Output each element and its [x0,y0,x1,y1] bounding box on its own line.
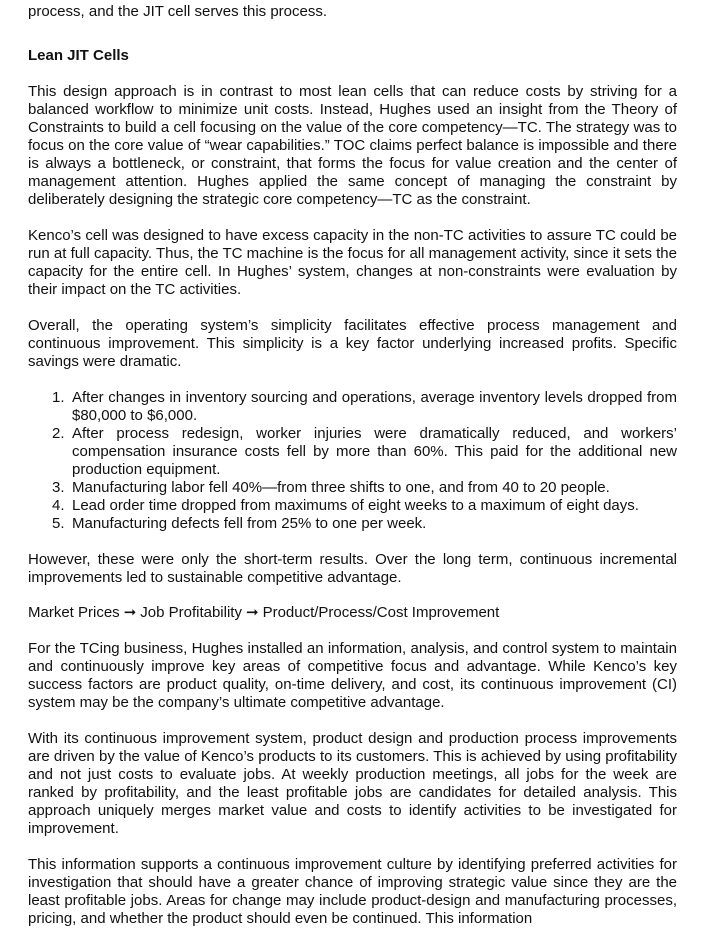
list-item [52,389,677,425]
flow-step-job-profitability: Job Profitability [140,604,242,621]
paragraph-2: Kenco’s cell was designed to have excess capacity in the non-TC activities to assure TC could be run at full capacity. Thus, the TC machine is the focus for all management activity, since it sets the capacity for the entire cell. In Hughes’ system, changes at non-constraints were evaluation by their impact on the TC activities. [28,227,677,298]
section-heading: Lean JIT Cells [28,47,129,64]
list-item [52,515,677,533]
flow-step-improvement: Product/Process/Cost Improvement [262,604,500,621]
list-number: 4. [52,497,65,514]
list-number: 1. [52,389,65,406]
top-line: process, and the JIT cell serves this process. [28,3,328,20]
paragraph-3: Overall, the operating system’s simplicity facilitates effective process management and continuous improvement. This simplicity is a key factor underlying increased profits. Specific savings were dramatic. [28,317,677,370]
list-number: 2. [52,425,65,442]
paragraph-7: This information supports a continuous improvement culture by identifying preferred activities for investigation that should have a greater chance of improving strategic value since they are the least profitable jobs. Areas for change may include product-design and manufacturing processes, pricing, and whether the product should even be continued. This information [28,856,677,927]
paragraph-6: With its continuous improvement system, product design and production process improvements are driven by the value of Kenco’s products to its customers. This is achieved by using profitability and not just costs to evaluate jobs. At weekly production meetings, all jobs for the week are ranked by profitability, and the least profitable jobs are candidates for detailed analysis. This approach uniquely merges market value and costs to identify activities to be investigated for improvement. [28,730,677,837]
process-flow [28,604,677,622]
list-item [52,425,677,479]
list-text: After process redesign, worker injuries were dramatically reduced, and workers’ compensation insurance costs fell by more than 60%. This paid for the additional new production equipment. [72,425,677,478]
list-item [52,479,677,497]
list-text: Manufacturing labor fell 40%—from three shifts to one, and from 40 to 20 people. [72,479,610,496]
paragraph-1: This design approach is in contrast to most lean cells that can reduce costs by striving for a balanced workflow to minimize unit costs. Instead, Hughes used an insight from the Theory of Constraints to build a cell focusing on the value of the core competency—TC. The strategy was to focus on the core value of “wear capabilities.” TOC claims perfect balance is impossible and there is always a bottleneck, or constraint, that forms the focus for value creation and the center of management attention. Hughes applied the same concept of managing the constraint by deliberately designing the strategic core competency—TC as the constraint. [28,83,677,208]
right-arrow-icon: ➞ [245,604,259,621]
list-text: Manufacturing defects fell from 25% to one per week. [72,515,427,532]
list-text: After changes in inventory sourcing and operations, average inventory levels dropped from $80,000 to $6,000. [72,389,677,424]
paragraph-4: However, these were only the short-term results. Over the long term, continuous incremental improvements led to sustainable competitive advantage. [28,551,677,586]
document-page [28,3,677,928]
flow-step-market-prices: Market Prices [28,604,120,621]
list-number: 3. [52,479,65,496]
list-item [52,497,677,515]
savings-list [28,389,677,533]
list-number: 5. [52,515,65,532]
right-arrow-icon: ➞ [123,604,137,621]
list-text: Lead order time dropped from maximums of eight weeks to a maximum of eight days. [72,497,639,514]
paragraph-5: For the TCing business, Hughes installed an information, analysis, and control system to maintain and continuously improve key areas of competitive focus and advantage. While Kenco’s key success factors are product quality, on-time delivery, and cost, its continuous improvement (CI) system may be the company’s ultimate competitive advantage. [28,640,677,711]
